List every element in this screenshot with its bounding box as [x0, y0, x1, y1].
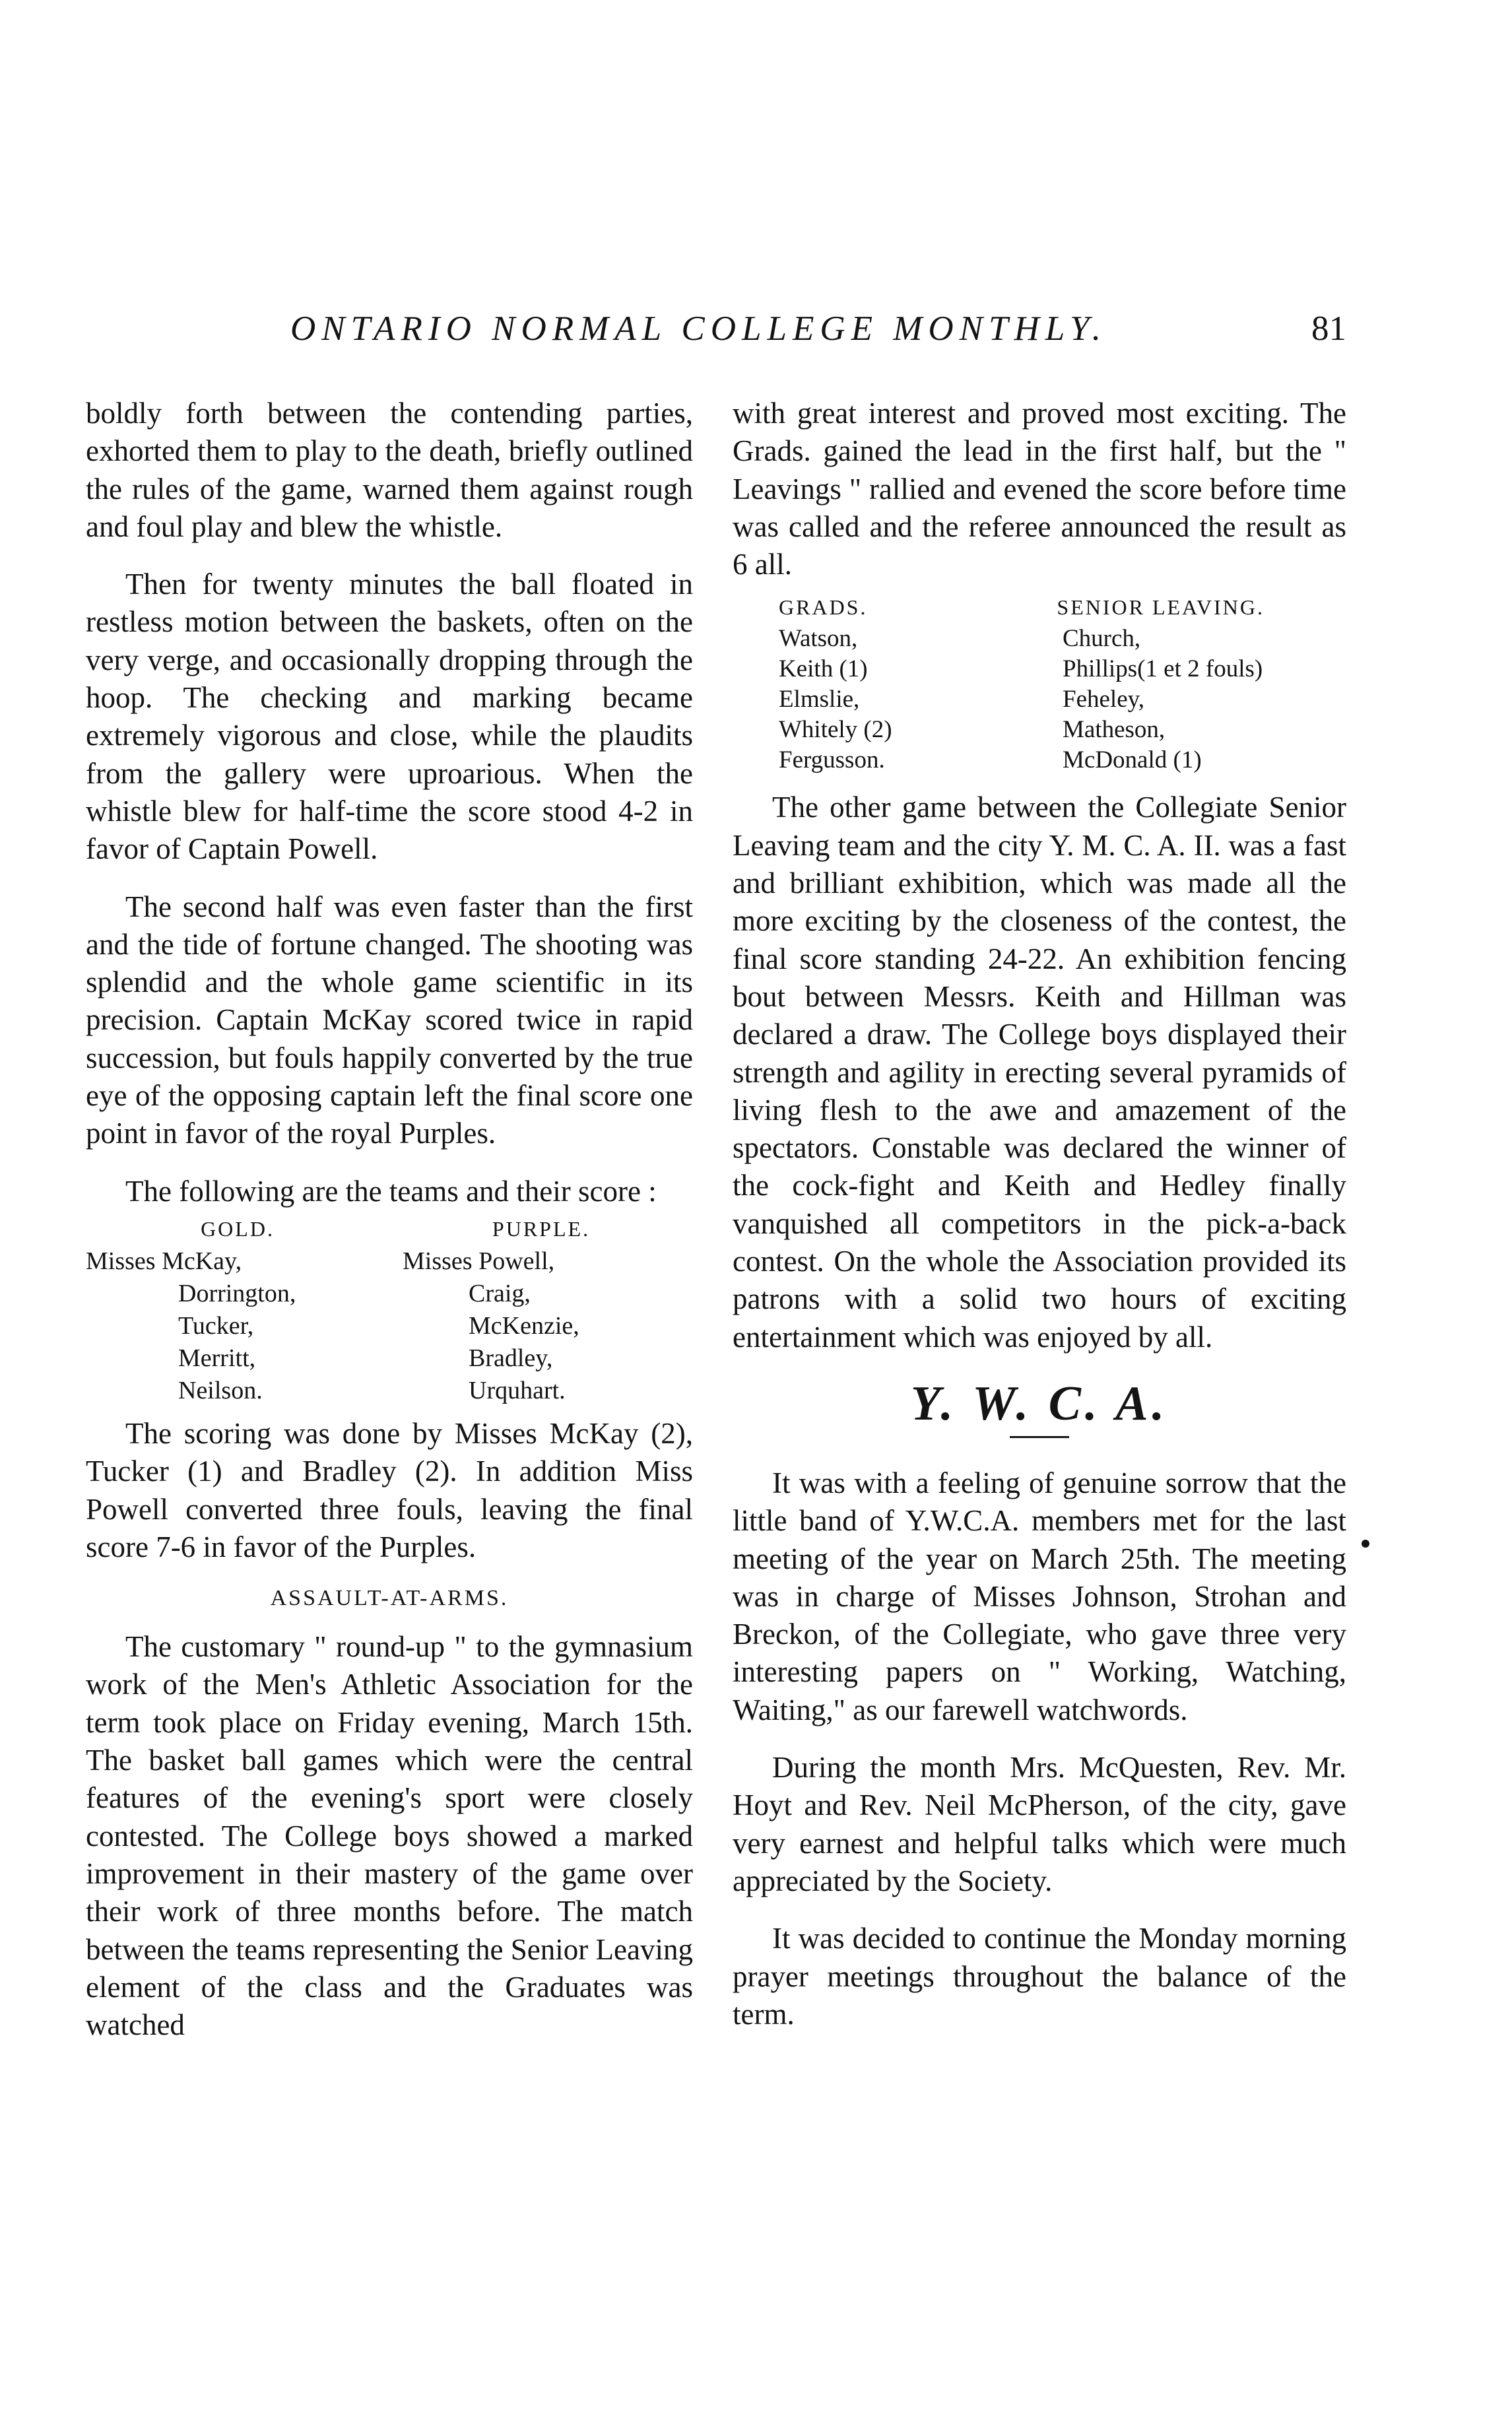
- paragraph: The following are the teams and their score :: [125, 1174, 657, 1208]
- team-header-senior-leaving: SENIOR LEAVING.: [1057, 595, 1265, 620]
- team-member: Feheley,: [1063, 686, 1144, 713]
- paragraph: The customary " round-up " to the gymnasium work of the Men's Athletic Association for the term took place on Friday evening, March 15th. The basket ball games which were the central features of the evening's sport were closely contested. The College boys showed a marked improvement in their mastery of the game over their work of three months before. The match between the teams representing the Senior Leaving element of the class and the Graduates was watched: [86, 1630, 693, 2042]
- team-header-purple: PURPLE.: [492, 1216, 591, 1241]
- fencing-teams-table: [733, 595, 1346, 775]
- team-member: Bradley,: [469, 1344, 553, 1372]
- team-member: Keith (1): [779, 655, 868, 683]
- right-column: [733, 395, 1346, 2053]
- basketball-teams-table: [86, 1217, 693, 1407]
- team-member: Whitely (2): [779, 716, 892, 744]
- team-member: Tucker,: [178, 1311, 254, 1340]
- team-member: Matheson,: [1063, 716, 1166, 744]
- paragraph: The other game between the Collegiate Senior Leaving team and the city Y. M. C. A. II. was a fast and brilliant exhibition, which was made all the more exciting by the closeness of the contest, the final score standing 24-22. An exhibition fencing bout between Messrs. Keith and Hillman was declared a draw. The College boys displayed their strength and agility in erecting several pyramids of living flesh to the awe and amazement of the spectators. Constable was declared the winner of the cock-fight and Keith and Hedley finally vanquished all competitors in the pick-a-back contest. On the whole the Association provided its patrons with a solid two hours of exciting entertainment which was enjoyed by all.: [733, 791, 1346, 1354]
- team-member: Elmslie,: [779, 686, 860, 713]
- paragraph: boldly forth between the contending parties, exhorted them to play to the death, briefly outlined the rules of the game, warned them against rough and foul play and blew the whistle.: [86, 397, 693, 543]
- team-member: Neilson.: [178, 1376, 263, 1404]
- page-number: 81: [1311, 310, 1346, 348]
- team-member: Misses Powell,: [403, 1247, 555, 1275]
- section-heading-ywca: Y. W. C. A.: [910, 1376, 1169, 1431]
- heading-rule: [1010, 1436, 1069, 1438]
- team-header-gold: GOLD.: [201, 1216, 275, 1241]
- paragraph: The scoring was done by Misses McKay (2), Tucker (1) and Bradley (2). In addition Miss Powell converted three fouls, leaving the final score 7-6 in favor of the Purples.: [86, 1416, 693, 1563]
- team-member: Dorrington,: [178, 1279, 296, 1307]
- left-column: [86, 395, 693, 2064]
- team-grads-list: [779, 624, 1063, 775]
- paragraph: During the month Mrs. McQuesten, Rev. Mr. Hoyt and Rev. Neil McPherson, of the city, gave very earnest and helpful talks which were much appreciated by the Society.: [733, 1751, 1346, 1897]
- running-title: ONTARIO NORMAL COLLEGE MONTHLY.: [290, 310, 1107, 348]
- team-member: McDonald (1): [1063, 746, 1202, 774]
- team-member: Craig,: [469, 1279, 531, 1307]
- team-member: Urquhart.: [469, 1376, 566, 1404]
- team-senior-leaving-list: [1063, 624, 1346, 775]
- paragraph: Then for twenty minutes the ball floated in restless motion between the baskets, often on the very verge, and occasionally dropping through the hoop. The checking and marking became extremely vigorous and close, while the plaudits from the gallery were uproarious. When the whistle blew for half-time the score stood 4-2 in favor of Captain Powell.: [86, 568, 693, 866]
- ink-speck: [1362, 1540, 1369, 1548]
- team-member: Fergusson.: [779, 746, 885, 774]
- page-header: [264, 309, 1346, 362]
- team-member: Phillips(1 et 2 fouls): [1063, 655, 1263, 683]
- section-heading-assault-at-arms: ASSAULT-AT-ARMS.: [270, 1586, 509, 1611]
- paragraph: with great interest and proved most exciting. The Grads. gained the lead in the first half, but the " Leavings " rallied and evened the score before time was called and the referee announced the result as 6 all.: [733, 397, 1346, 581]
- paragraph: It was with a feeling of genuine sorrow that the little band of Y.W.C.A. members met for the last meeting of the year on March 25th. The meeting was in charge of Misses Johnson, Strohan and Breckon, of the Collegiate, who gave three very interesting papers on " Working, Watching, Waiting," as our farewell watchwords.: [733, 1466, 1346, 1726]
- team-purple-list: [389, 1245, 693, 1407]
- team-member: Church,: [1063, 625, 1141, 653]
- team-member: McKenzie,: [469, 1311, 579, 1340]
- paragraph: It was decided to continue the Monday morning prayer meetings throughout the balance of the term.: [733, 1922, 1346, 2031]
- team-header-grads: GRADS.: [779, 595, 868, 620]
- paragraph: The second half was even faster than the first and the tide of fortune changed. The shooting was splendid and the whole game scientific in its precision. Captain McKay scored twice in rapid succession, but fouls happily converted by the true eye of the opposing captain left the final score one point in favor of the royal Purples.: [86, 890, 693, 1150]
- team-gold-list: [86, 1245, 389, 1407]
- team-member: Misses McKay,: [86, 1247, 242, 1275]
- team-member: Watson,: [779, 625, 858, 653]
- team-member: Merritt,: [178, 1344, 256, 1372]
